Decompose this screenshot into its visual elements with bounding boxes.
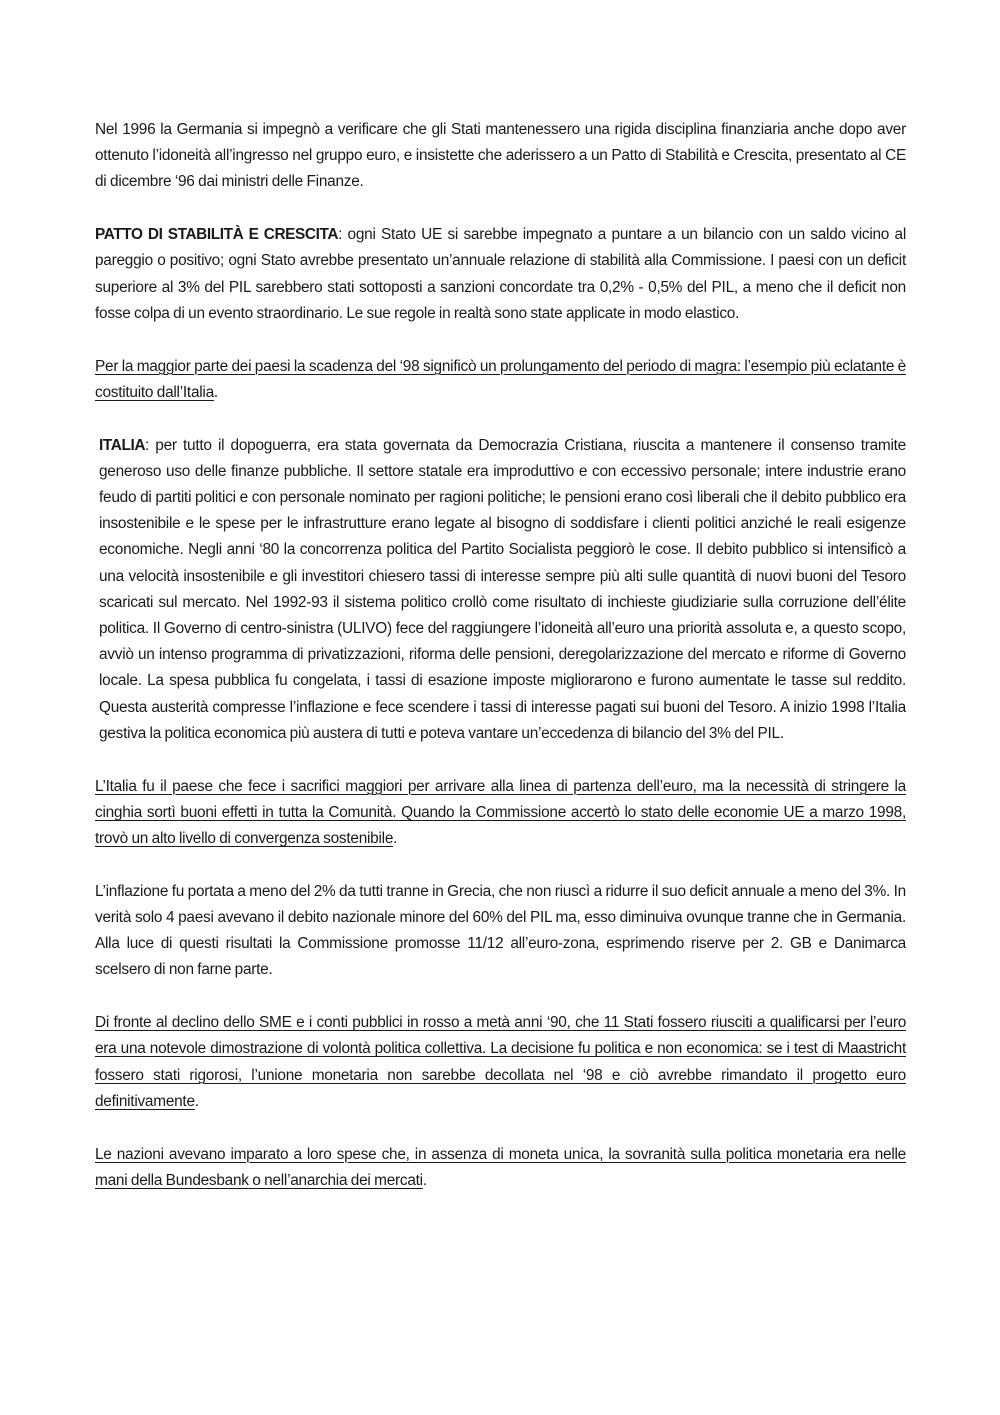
paragraph-tail: . bbox=[422, 1171, 427, 1189]
section-heading-stability-pact: PATTO DI STABILITÀ E CRESCITA bbox=[95, 226, 339, 244]
underlined-text: Le nazioni avevano imparato a loro spese che, in assenza di moneta unica, la sovranità sulla politica monetaria era nelle mani della Bundesbank o nell’anarchia dei mercati bbox=[95, 1145, 906, 1189]
paragraph-tail: . bbox=[194, 1092, 199, 1110]
underlined-text: Di fronte al declino dello SME e i conti pubblici in rosso a metà anni ‘90, che 11 Stati fossero riusciti a qualificarsi per l’euro era una notevole dimostrazione di volontà politica collettiva. La decisione fu politica e non economica: se i test di Maastricht fossero stati rigorosi, l’unione monetaria non sarebbe decollata nel ‘98 e ciò avrebbe rimandato il progetto euro definitivamente bbox=[95, 1014, 906, 1110]
paragraph-inflation bbox=[95, 879, 906, 984]
paragraph-stability-pact bbox=[95, 222, 906, 327]
paragraph-text: : per tutto il dopoguerra, era stata governata da Democrazia Cristiana, riuscita a mantenere il consenso tramite generoso uso delle finanze pubbliche. Il settore statale era improduttivo e con eccessivo personale; intere industrie erano feudo di partiti politici e con personale nominato per ragioni politiche; le pensioni erano così liberali che il debito pubblico era insostenibile e le spese per le infrastrutture erano legate al bisogno di soddisfare i clienti politici anziché le reali esigenze economiche. Negli anni ‘80 la concorrenza politica del Partito Socialista peggiorò le cose. Il debito pubblico si intensificò a una velocità insostenibile e gli investitori chiesero tassi di interesse sempre più alti sulle quantità di nuovi buoni del Tesoro scaricati sul mercato. Nel 1992-93 il sistema politico crollò come risultato di inchieste giudiziarie sulla corruzione dell’élite politica. Il Governo di centro-sinistra (ULIVO) fece del raggiungere l’idoneità all’euro una priorità assoluta e, a questo scopo, avviò un intenso programma di privatizzazioni, riforma delle pensioni, deregolarizzazione del mercato e riforme di Governo locale. La spesa pubblica fu congelata, i tassi di esazione imposte migliorarono e furono aumentate le tasse sul reddito. Questa austerità compresse l’inflazione e fece scendere i tassi di interesse pagati sui buoni del Tesoro. A inizio 1998 l’Italia gestiva la politica economica più austera di tutti e poteva vantare un’eccedenza di bilancio del 3% del PIL. bbox=[99, 436, 906, 742]
paragraph-text: Nel 1996 la Germania si impegnò a verificare che gli Stati mantenessero una rigida disciplina finanziaria anche dopo aver ottenuto l’idoneità all’ingresso nel gruppo euro, e insistette che aderissero a un Patto di Stabilità e Crescita, presentato al CE di dicembre ‘96 dai ministri delle Finanze. bbox=[95, 121, 906, 191]
paragraph-sme-decline bbox=[95, 1010, 906, 1115]
section-heading-italy: ITALIA bbox=[99, 436, 146, 454]
paragraph-tail: . bbox=[213, 383, 218, 401]
paragraph-tail: . bbox=[393, 830, 398, 848]
paragraph-germany-discipline bbox=[95, 117, 906, 196]
paragraph-italy bbox=[95, 433, 906, 747]
underlined-text: L’Italia fu il paese che fece i sacrifici maggiori per arrivare alla linea di partenza dell’euro, ma la necessità di stringere la cinghia sortì buoni effetti in tutta la Comunità. Quando la Commissione accertò lo stato delle economie UE a marzo 1998, trovò un alto livello di convergenza sostenibile bbox=[95, 777, 906, 848]
paragraph-text: L’inflazione fu portata a meno del 2% da tutti tranne in Grecia, che non riuscì a ridurre il suo deficit annuale a meno del 3%. In verità solo 4 paesi avevano il debito nazionale minore del 60% del PIL ma, esso diminuiva ovunque tranne che in Germania. Alla luce di questi risultati la Commissione promosse 11/12 all’euro-zona, esprimendo riserve per 2. GB e Danimarca scelsero di non farne parte. bbox=[95, 882, 906, 979]
underlined-text: Per la maggior parte dei paesi la scadenza del ‘98 significò un prolungamento del periodo di magra: l’esempio più eclatante è costituito dall’Italia bbox=[95, 357, 906, 401]
paragraph-deadline-98 bbox=[95, 354, 906, 406]
paragraph-text: : ogni Stato UE si sarebbe impegnato a puntare a un bilancio con un saldo vicino al pareggio o positivo; ogni Stato avrebbe presentato un’annuale relazione di stabilità alla Commissione. I paesi con un deficit superiore al 3% del PIL sarebbero stati sottoposti a sanzioni concordate tra 0,2% - 0,5% del PIL, a meno che il deficit non fosse colpa di un evento straordinario. Le sue regole in realtà sono state applicate in modo elastico. bbox=[95, 226, 906, 322]
paragraph-sovereignty bbox=[95, 1142, 906, 1194]
paragraph-italy-sacrifices bbox=[95, 774, 906, 853]
document-page bbox=[95, 117, 906, 1221]
